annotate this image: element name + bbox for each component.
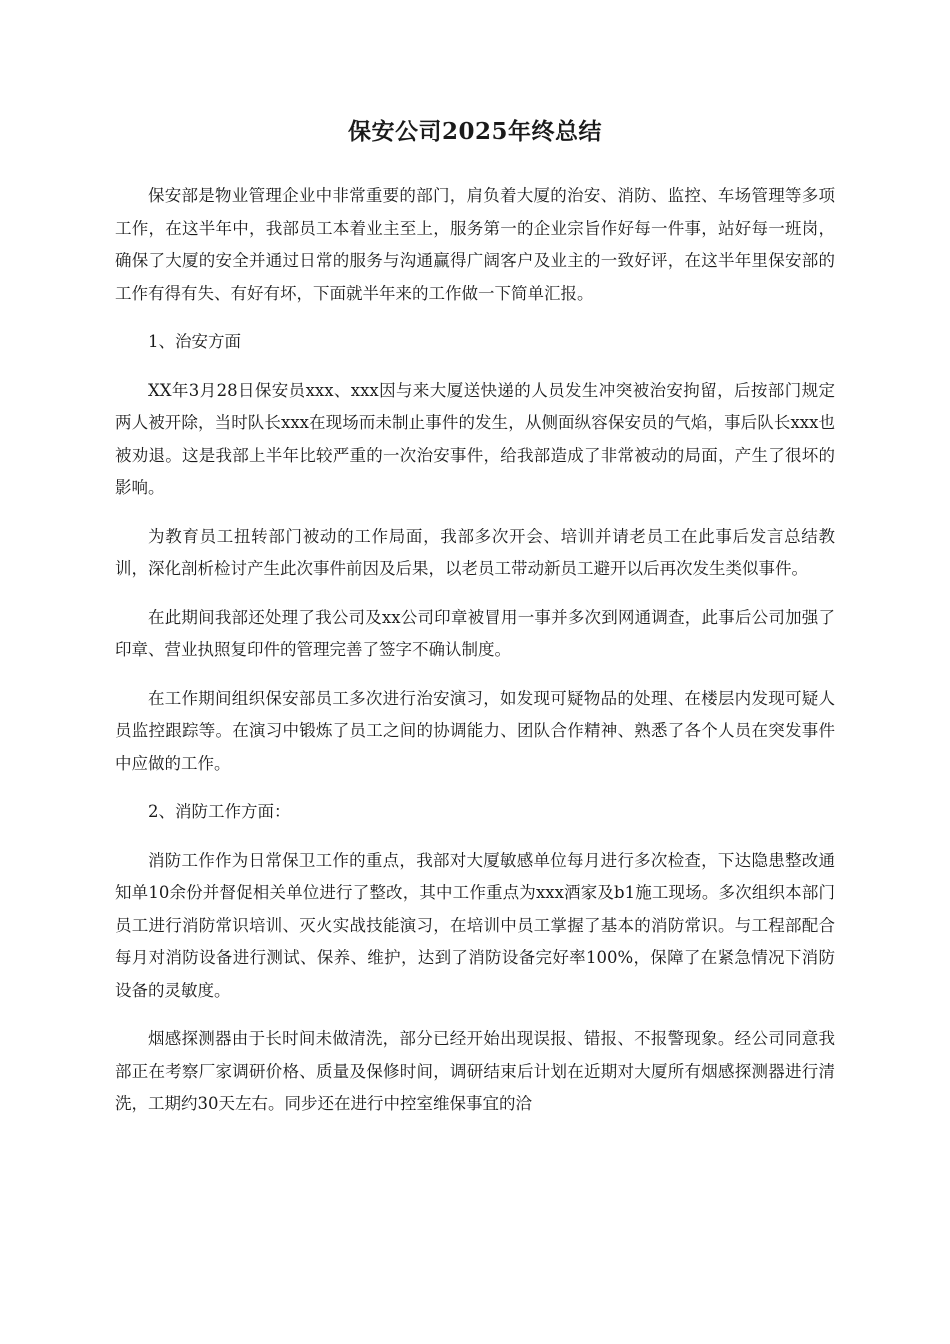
paragraph-intro: 保安部是物业管理企业中非常重要的部门，肩负着大厦的治安、消防、监控、车场管理等多项工作，在这半年中，我部员工本着业主至上，服务第一的企业宗旨作好每一件事，站好每一班岗，确保了大厦的安全并通过日常的服务与沟通赢得广阔客户及业主的一致好评，在这半年里保安部的工作有得有失、有好有坏，下面就半年来的工作做一下简单汇报。 <box>115 186 835 303</box>
paragraph-drill: 在工作期间组织保安部员工多次进行治安演习，如发现可疑物品的处理、在楼层内发现可疑人员监控跟踪等。在演习中锻炼了员工之间的协调能力、团队合作精神、熟悉了各个人员在突发事件中应做的工作。 <box>115 688 835 773</box>
paragraph-fire-work: 消防工作作为日常保卫工作的重点，我部对大厦敏感单位每月进行多次检查，下达隐患整改通知单10余份并督促相关单位进行了整改，其中工作重点为xxx酒家及b1施工现场。多次组织本部门员工进行消防常识培训、灭火实战技能演习，在培训中员工掌握了基本的消防常识。与工程部配合每月对消防设备进行测试、保养、维护，达到了消防设备完好率100%，保障了在紧急情况下消防设备的灵敏度。 <box>115 850 835 1000</box>
document-title: 保安公司2025年终总结 <box>347 118 602 145</box>
paragraph-incident: XX年3月28日保安员xxx、xxx因与来大厦送快递的人员发生冲突被治安拘留，后按部门规定两人被开除，当时队长xxx在现场而未制止事件的发生，从侧面纵容保安员的气焰，事后队长xxx也被劝退。这是我部上半年比较严重的一次治安事件，给我部造成了非常被动的局面，产生了很坏的影响。 <box>115 380 835 497</box>
section-heading-fire: 2、消防工作方面： <box>148 802 291 821</box>
document-body <box>115 180 835 1137</box>
paragraph-seal: 在此期间我部还处理了我公司及xx公司印章被冒用一事并多次到网通调查，此事后公司加强了印章、营业执照复印件的管理完善了签字不确认制度。 <box>115 607 835 659</box>
paragraph-training: 为教育员工扭转部门被动的工作局面，我部多次开会、培训并请老员工在此事后发言总结教训，深化剖析检讨产生此次事件前因及后果，以老员工带动新员工避开以后再次发生类似事件。 <box>115 526 835 578</box>
paragraph-smoke-detector: 烟感探测器由于长时间未做清洗，部分已经开始出现误报、错报、不报警现象。经公司同意我部正在考察厂家调研价格、质量及保修时间，调研结束后计划在近期对大厦所有烟感探测器进行清洗，工期约30天左右。同步还在进行中控室维保事宜的洽 <box>115 1029 835 1113</box>
section-heading-security: 1、治安方面 <box>148 332 241 351</box>
